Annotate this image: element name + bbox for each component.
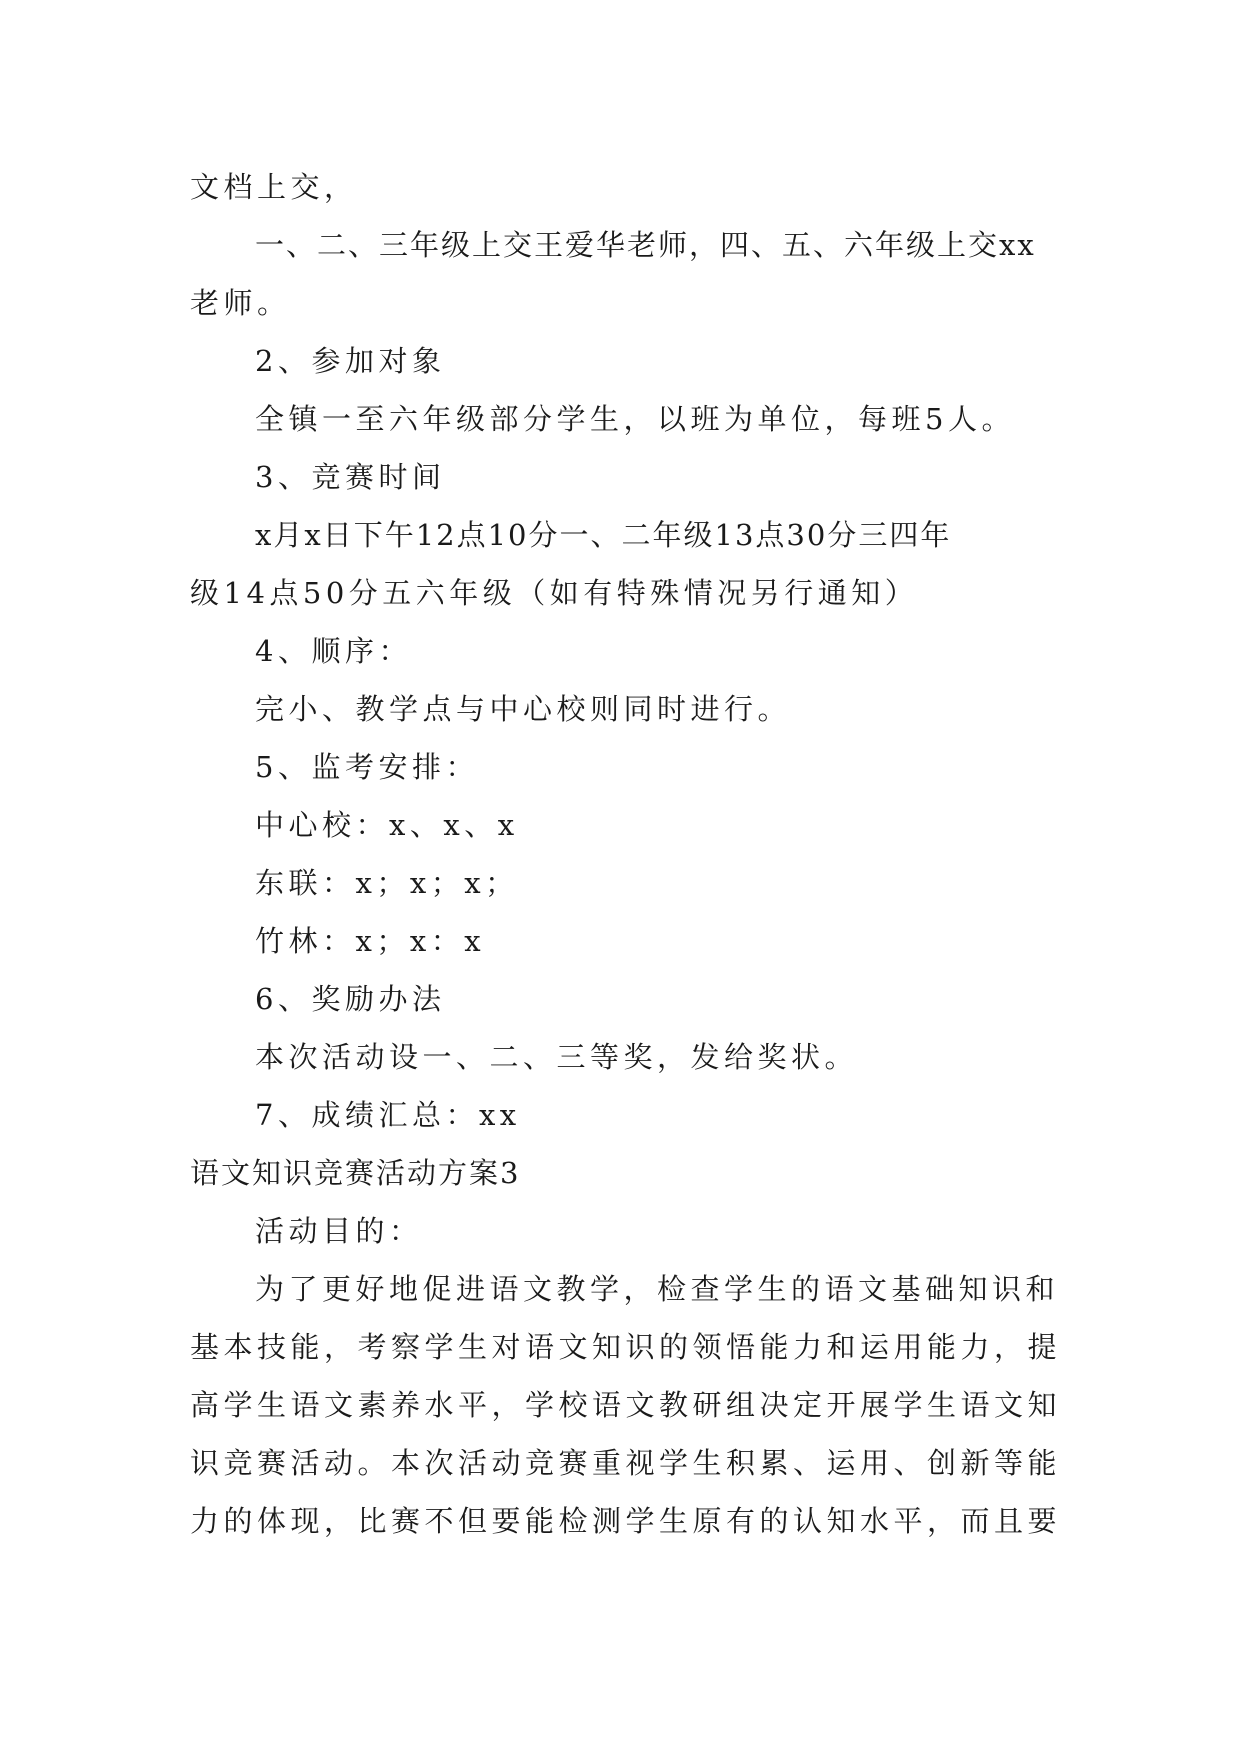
section-heading: 活动目的：	[255, 1214, 423, 1248]
text-line: x月x日下午12点10分一、二年级13点30分三四年	[255, 518, 952, 552]
text-line: 老师。	[190, 286, 291, 320]
section-heading: 6、奖励办法	[255, 982, 446, 1016]
text-line: 完小、教学点与中心校则同时进行。	[255, 692, 792, 726]
section-heading: 4、顺序：	[255, 634, 412, 668]
text-line: 级14点50分五六年级（如有特殊情况另行通知）	[190, 576, 919, 610]
text-line: 识竞赛活动。本次活动竞赛重视学生积累、运用、创新等能	[190, 1446, 1062, 1480]
section-heading: 7、成绩汇总：xx	[255, 1098, 521, 1132]
text-line: 为了更好地促进语文教学，检查学生的语文基础知识和	[255, 1272, 1060, 1306]
document-title: 语文知识竞赛活动方案3	[190, 1156, 521, 1190]
section-heading: 2、参加对象	[255, 344, 446, 378]
text-line: 全镇一至六年级部分学生，以班为单位，每班5人。	[255, 402, 1015, 436]
text-line: 本次活动设一、二、三等奖，发给奖状。	[255, 1040, 859, 1074]
text-line: 力的体现，比赛不但要能检测学生原有的认知水平，而且要	[190, 1504, 1062, 1538]
text-line: 一、二、三年级上交王爱华老师，四、五、六年级上交xx	[255, 228, 1036, 262]
text-line: 基本技能，考察学生对语文知识的领悟能力和运用能力，提	[190, 1330, 1062, 1364]
text-line: 东联：x；x；x；	[255, 866, 519, 900]
section-heading: 3、竞赛时间	[255, 460, 446, 494]
text-line: 高学生语文素养水平，学校语文教研组决定开展学生语文知	[190, 1388, 1062, 1422]
text-line: 中心校：x、x、x	[255, 808, 519, 842]
text-line: 竹林：x；x：x	[255, 924, 486, 958]
section-heading: 5、监考安排：	[255, 750, 479, 784]
text-line: 文档上交，	[190, 170, 358, 204]
